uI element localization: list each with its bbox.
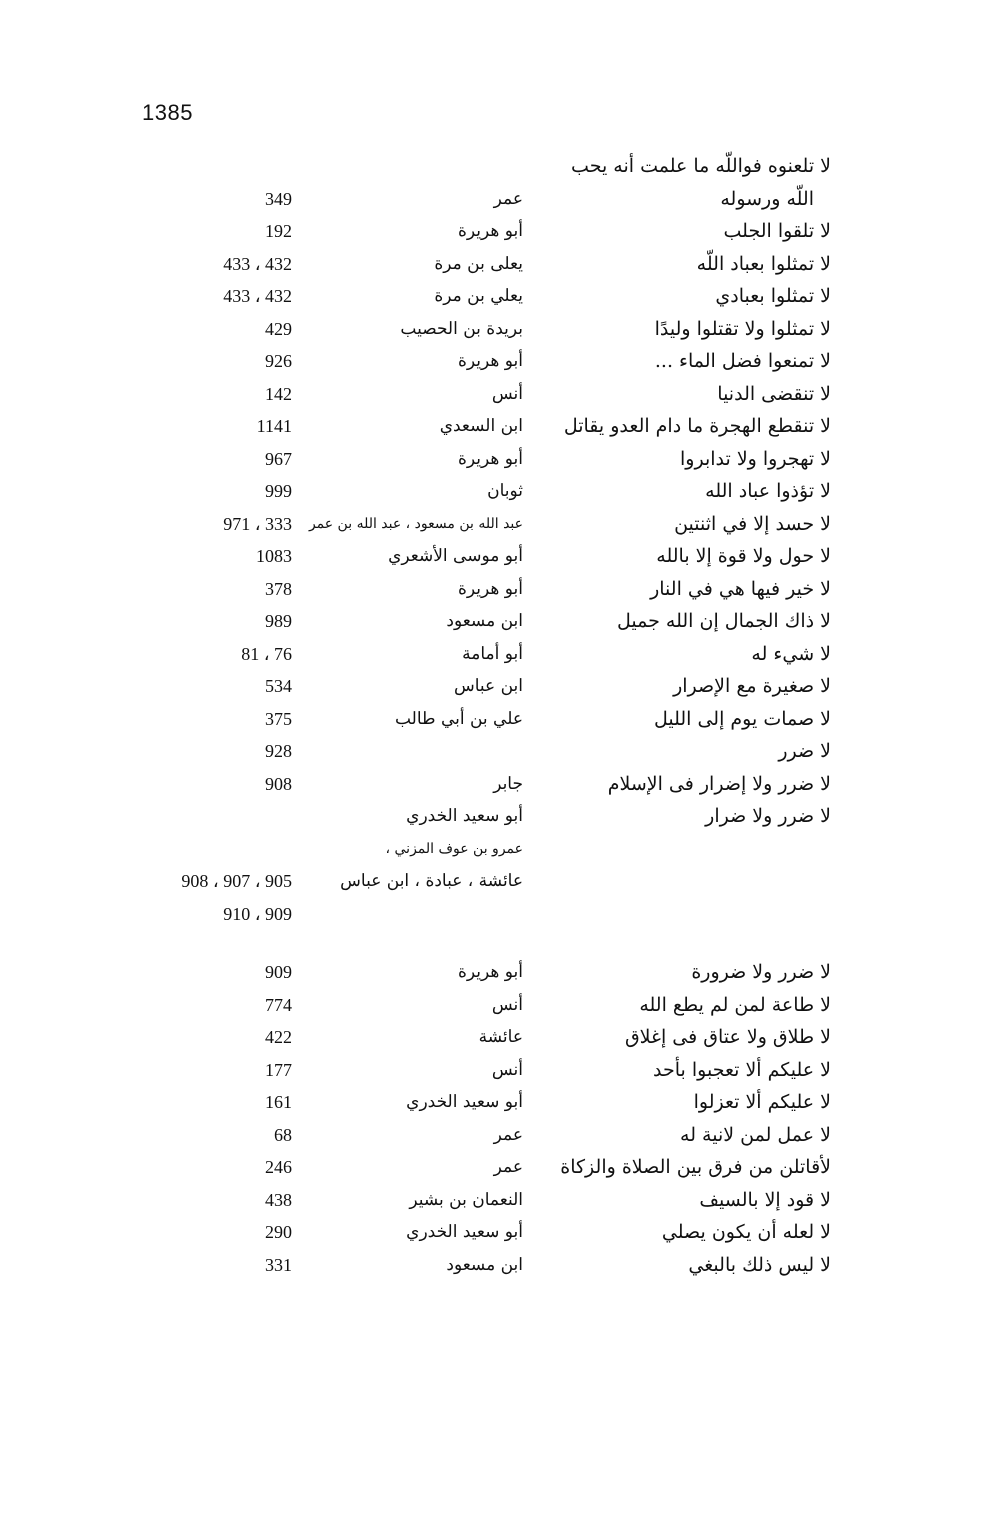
hadith-text: لا تنقضى الدنيا: [717, 382, 831, 405]
narrator: أبو سعيد الخدري: [406, 806, 523, 826]
hadith-text: اللّه ورسوله: [720, 187, 814, 210]
list-item: [0, 1249, 986, 1282]
narrator: أبو أمامة: [462, 643, 523, 664]
narrator: أنس: [491, 383, 523, 404]
list-item: [0, 1021, 986, 1054]
hadith-text: لا تنقطع الهجرة ما دام العدو يقاتل: [563, 415, 831, 437]
page-refs: 909: [265, 962, 292, 982]
list-item: [0, 833, 986, 866]
narrator: علي بن أبي طالب: [394, 708, 523, 729]
hadith-text: لا لعله أن يكون يصلي: [661, 1221, 831, 1243]
narrator: أبو سعيد الخدري: [406, 1092, 523, 1112]
list-item: [0, 1119, 986, 1152]
page-refs: 246: [265, 1157, 292, 1177]
page-refs: 999: [265, 481, 292, 501]
list-item: [0, 1184, 986, 1217]
list-item: [0, 345, 986, 378]
list-item: [0, 280, 986, 313]
page-refs: 429: [265, 318, 292, 339]
page-refs: 926: [265, 351, 292, 371]
page-refs: 378: [265, 578, 292, 599]
narrator: النعمان بن بشير: [409, 1189, 523, 1210]
hadith-index-list: [0, 150, 986, 1281]
list-item: [0, 475, 986, 508]
page-refs: 534: [265, 676, 292, 696]
page-refs: 432 ، 433: [223, 253, 292, 274]
list-item: [0, 150, 986, 183]
page-refs: 177: [265, 1059, 292, 1080]
list-item: [0, 800, 986, 833]
hadith-text: لا عليكم ألا تعجبوا بأحد: [653, 1058, 831, 1081]
list-item: [0, 410, 986, 443]
page-refs: 192: [265, 221, 292, 241]
narrator: عائشة: [478, 1027, 523, 1047]
hadith-text: لا طلاق ولا عتاق فى إغلاق: [624, 1026, 831, 1048]
narrator: عمر: [493, 1157, 523, 1177]
narrator: أبو هريرة: [457, 221, 523, 241]
hadith-text: لا تؤذوا عباد الله: [705, 480, 831, 502]
hadith-text: لا خير فيها هي في النار: [650, 577, 831, 600]
page-refs: 905 ، 907 ، 908: [181, 871, 292, 891]
list-item: [0, 605, 986, 638]
list-item: [0, 638, 986, 671]
page-refs: 432 ، 433: [223, 286, 292, 306]
hadith-text: لا تمنعوا فضل الماء ...: [654, 350, 831, 372]
list-item: [0, 313, 986, 346]
narrator: عمرو بن عوف المزني ،: [385, 840, 523, 857]
page-refs: 375: [265, 708, 292, 729]
page-refs: 349: [265, 188, 292, 209]
narrator: عمر: [493, 1124, 523, 1145]
page-refs: 908: [265, 773, 292, 794]
page-refs: 1141: [256, 416, 292, 436]
hadith-text: لا ذاك الجمال إن الله جميل: [617, 610, 831, 632]
narrator: أبو هريرة: [457, 448, 523, 469]
list-item: [0, 768, 986, 801]
narrator: أبو سعيد الخدري: [406, 1222, 523, 1242]
hadith-text: لا ضرر: [778, 740, 831, 762]
page-refs: 909 ، 910: [223, 903, 292, 924]
hadith-text: لا تلعنوه فواللّه ما علمت أنه يحب: [571, 155, 831, 177]
narrator: أنس: [491, 1059, 523, 1080]
hadith-text: لا ضرر ولا ضرورة: [691, 961, 831, 983]
hadith-text: لا صغيرة مع الإصرار: [673, 675, 831, 697]
narrator: أنس: [491, 994, 523, 1015]
hadith-text: لا ضرر ولا إضرار فى الإسلام: [607, 772, 831, 795]
hadith-text: لا حسد إلا في اثنتين: [674, 512, 831, 535]
narrator: ثوبان: [487, 481, 523, 501]
hadith-text: لا طاعة لمن لم يطع الله: [639, 993, 831, 1016]
list-item: [0, 1086, 986, 1119]
narrator: يعلى بن مرة: [434, 253, 523, 274]
page-refs: 161: [265, 1092, 292, 1112]
hadith-text: لا صمات يوم إلى الليل: [653, 707, 831, 730]
list-item: [0, 1216, 986, 1249]
hadith-text: لا عليكم ألا تعزلوا: [693, 1091, 831, 1113]
list-item: [0, 378, 986, 411]
page-refs: 68: [274, 1124, 292, 1145]
hadith-text: لا عمل لمن لانية له: [680, 1123, 831, 1146]
page-refs: 333 ، 971: [223, 513, 292, 534]
list-item: [0, 989, 986, 1022]
list-item: [0, 898, 986, 931]
list-item: [0, 573, 986, 606]
list-item: [0, 865, 986, 898]
hadith-text: لا تمثلوا ولا تقتلوا وليدًا: [654, 317, 831, 340]
narrator: عائشة ، عبادة ، ابن عباس: [340, 871, 523, 891]
list-item: [0, 508, 986, 541]
list-item: [0, 1151, 986, 1184]
list-item: [0, 956, 986, 989]
list-item: [0, 670, 986, 703]
page-refs: 422: [265, 1027, 292, 1047]
hadith-text: لأقاتلن من فرق بين الصلاة والزكاة: [560, 1156, 831, 1178]
narrator: عمر: [493, 188, 523, 209]
narrator: يعلي بن مرة: [434, 286, 523, 306]
narrator: ابن مسعود: [446, 611, 523, 631]
narrator: عبد الله بن مسعود ، عبد الله بن عمر: [308, 515, 523, 532]
narrator: جابر: [493, 773, 523, 794]
hadith-text: لا ضرر ولا ضرار: [705, 805, 831, 827]
list-item: [0, 443, 986, 476]
list-item: [0, 248, 986, 281]
hadith-text: لا حول ولا قوة إلا بالله: [656, 545, 831, 567]
narrator: ابن السعدي: [439, 416, 523, 436]
hadith-text: لا تهجروا ولا تدابروا: [680, 447, 831, 470]
list-item: [0, 1054, 986, 1087]
page-refs: 76 ، 81: [241, 643, 292, 664]
hadith-text: لا ليس ذلك بالبغي: [688, 1253, 831, 1276]
hadith-text: لا تمثلوا بعباد اللّه: [696, 252, 831, 275]
page-refs: 142: [265, 383, 292, 404]
hadith-text: لا شيء له: [751, 642, 831, 665]
list-item: [0, 183, 986, 216]
page-refs: 290: [265, 1222, 292, 1242]
list-item: [0, 540, 986, 573]
list-item: [0, 735, 986, 768]
narrator: ابن مسعود: [446, 1254, 523, 1275]
narrator: بريدة بن الحصيب: [400, 318, 523, 339]
hadith-text: لا تمثلوا بعبادي: [715, 285, 831, 307]
list-item: [0, 703, 986, 736]
page-number: 1385: [142, 100, 193, 125]
list-item: [0, 215, 986, 248]
hadith-text: لا قود إلا بالسيف: [699, 1188, 831, 1211]
section-gap: [0, 930, 986, 956]
page-refs: 967: [265, 448, 292, 469]
narrator: ابن عباس: [453, 676, 523, 696]
hadith-text: لا تلقوا الجلب: [723, 220, 831, 242]
page-refs: 438: [265, 1189, 292, 1210]
narrator: أبو هريرة: [457, 578, 523, 599]
page-refs: 989: [265, 611, 292, 631]
narrator: أبو هريرة: [457, 962, 523, 982]
narrator: أبو موسى الأشعري: [388, 546, 523, 566]
page-refs: 1083: [256, 546, 292, 566]
page-refs: 331: [265, 1254, 292, 1275]
page-refs: 774: [265, 994, 292, 1015]
page-refs: 928: [265, 741, 292, 761]
narrator: أبو هريرة: [457, 351, 523, 371]
